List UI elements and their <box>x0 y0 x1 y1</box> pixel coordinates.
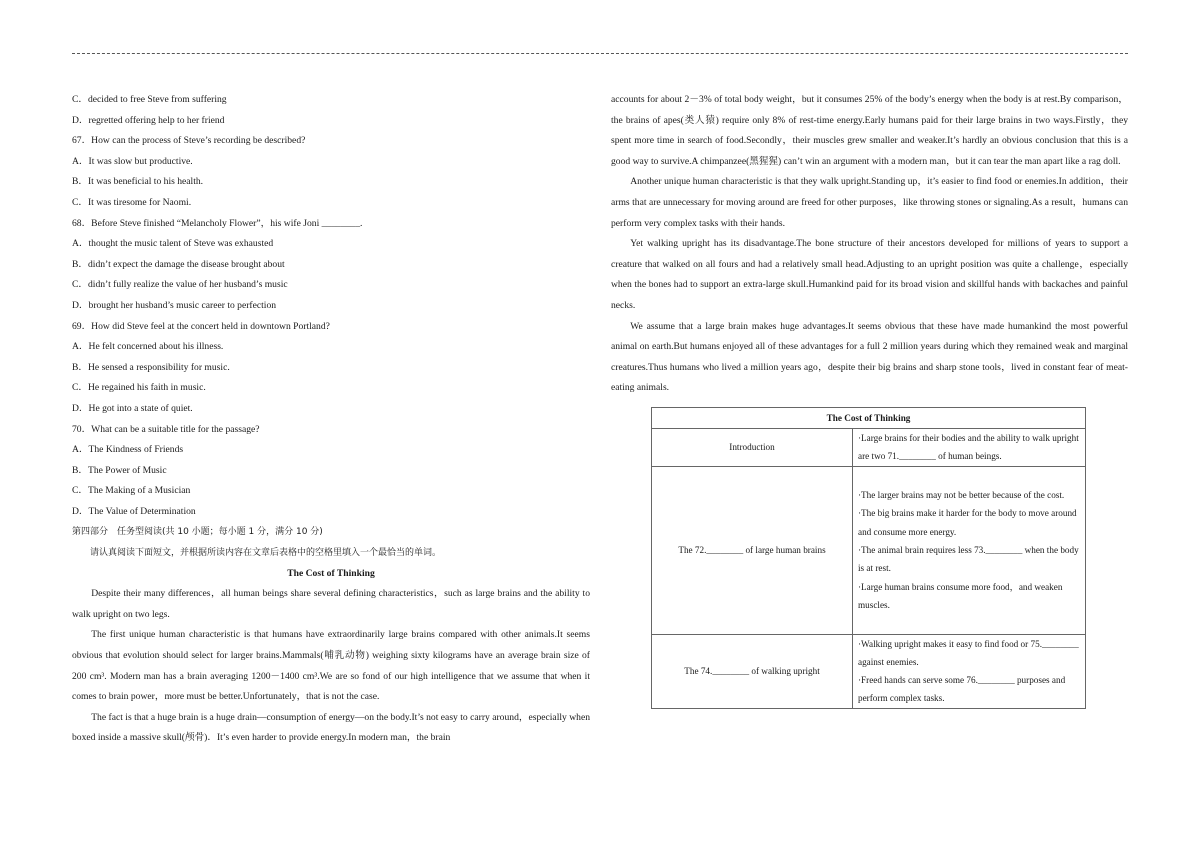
table-bullet: ·Walking upright makes it easy to find food or 75.________ against enemies. <box>858 638 1079 667</box>
q69-option-d: D．He got into a state of quiet. <box>72 402 193 414</box>
left-column <box>72 90 590 749</box>
header-divider <box>72 53 1128 54</box>
q68-question: 68．Before Steve finished “Melancholy Flower”，his wife Joni ________. <box>72 217 363 229</box>
right-column <box>611 90 1128 399</box>
q70-option-b: B．The Power of Music <box>72 464 167 476</box>
table-bullet: ·Large brains for their bodies and the ability to walk upright are two 71.________ of human beings. <box>858 433 1079 462</box>
table-row-label: Introduction <box>652 429 853 467</box>
table-row-content <box>853 634 1086 708</box>
q66-option-c: C．decided to free Steve from suffering <box>72 94 227 105</box>
q68-option-c: C．didn’t fully realize the value of her husband’s music <box>72 279 288 291</box>
q68-option-d: D．brought her husband’s music career to perfection <box>72 299 277 311</box>
passage-paragraph: Yet walking upright has its disadvantage.The bone structure of their ancestors developed for millions of years to support a creature that walked on all fours and had a relatively small head.Adjusting to an upright position was quite a challenge，especially when the bones had to support an extra-large skull.Humankind paid for its broad vision and skillful hands with backaches and painful necks. <box>611 238 1128 311</box>
passage-title: The Cost of Thinking <box>287 567 375 579</box>
section-heading: 第四部分 任务型阅读(共 10 小题；每小题 1 分，满分 10 分) <box>72 527 323 538</box>
q67-option-c: C．It was tiresome for Naomi. <box>72 196 192 208</box>
table-row-label: The 72.________ of large human brains <box>652 466 853 634</box>
table-bullet: ·Freed hands can serve some 76.________ purposes and perform complex tasks. <box>858 675 1066 704</box>
q69-option-a: A．He felt concerned about his illness. <box>72 341 224 353</box>
q70-option-c: C．The Making of a Musician <box>72 485 191 497</box>
passage-paragraph: The first unique human characteristic is that humans have extraordinarily large brains compared with other animals.It seems obvious that evolution should select for larger brains.Mammals(哺乳动物) weighing sixty kilograms have an average brain size of 200 cm³. Modern man has a brain averaging 1200－1400 cm³.We are so fond of our high intelligence that we assume that when it comes to brain power，more must be better.Unfortunately，that is not the case. <box>72 629 590 703</box>
q70-question: 70．What can be a suitable title for the passage? <box>72 423 260 435</box>
table-row <box>652 634 1086 708</box>
q68-option-b: B．didn’t expect the damage the disease brought about <box>72 258 285 270</box>
cost-of-thinking-table <box>651 407 1086 709</box>
q67-option-a: A．It was slow but productive. <box>72 155 193 167</box>
passage-paragraph: Another unique human characteristic is that they walk upright.Standing up，it’s easier to find food or enemies.In addition，their arms that are unnecessary for moving around are freed for other purposes，like throwing stones or signaling.As a result，humans can perform very complex tasks with their hands. <box>611 176 1128 229</box>
q67-option-b: B．It was beneficial to his health. <box>72 176 204 188</box>
section-instruction: 请认真阅读下面短文，并根据所读内容在文章后表格中的空格里填入一个最恰当的单词。 <box>90 548 442 559</box>
table-row-content <box>853 466 1086 634</box>
table-bullet: ·Large human brains consume more food，and weaken muscles. <box>858 581 1063 610</box>
passage-paragraph: The fact is that a huge brain is a huge drain—consumption of energy—on the body.It’s not easy to carry around，especially when boxed inside a massive skull(颅骨)．It’s even harder to provide energy.In modern man，the brain <box>72 711 590 744</box>
passage-paragraph: Despite their many differences，all human beings share several defining characteristics，such as large brains and the ability to walk upright on two legs. <box>72 588 590 620</box>
q69-option-b: B．He sensed a responsibility for music. <box>72 361 230 373</box>
table-bullet: ·The larger brains may not be better because of the cost. <box>858 490 1065 501</box>
q70-option-d: D．The Value of Determination <box>72 505 196 517</box>
table-row-label: The 74.________ of walking upright <box>652 634 853 708</box>
q70-option-a: A．The Kindness of Friends <box>72 444 184 456</box>
table-row <box>652 429 1086 467</box>
q68-option-a: A．thought the music talent of Steve was exhausted <box>72 238 274 250</box>
q67-question: 67．How can the process of Steve’s recording be described? <box>72 135 306 147</box>
table-bullet: ·The big brains make it harder for the body to move around and consume more energy. <box>858 508 1077 537</box>
table-bullet: ·The animal brain requires less 73.________ when the body is at rest. <box>858 544 1079 574</box>
passage-paragraph: We assume that a large brain makes huge advantages.It seems obvious that these have made humankind the most powerful animal on earth.But humans enjoyed all of these advantages for a full 2 million years during which they remained weak and marginal creatures.Thus humans who lived a million years ago，despite their big brains and sharp stone tools，lived in constant fear of meat-eating animals. <box>611 320 1128 394</box>
table-title-row <box>652 408 1086 429</box>
q69-question: 69．How did Steve feel at the concert held in downtown Portland? <box>72 320 330 332</box>
table-row-content <box>853 429 1086 467</box>
q66-option-d: D．regretted offering help to her friend <box>72 114 225 126</box>
table-title: The Cost of Thinking <box>652 408 1086 429</box>
q69-option-c: C．He regained his faith in music. <box>72 382 206 394</box>
passage-paragraph: accounts for about 2－3% of total body weight，but it consumes 25% of the body’s energy when the body is at rest.By comparison，the brains of apes(类人猿) require only 8% of rest-time energy.Early humans paid for their large brains in two ways.Firstly，they spent more time in search of food.Secondly，their muscles grew smaller and weaker.It’s hardly an obvious conclusion that this is a good way to survive.A chimpanzee(黑猩猩) can’t win an argument with a modern man，but it can tear the man apart like a rag doll. <box>611 94 1128 167</box>
table-row <box>652 466 1086 634</box>
